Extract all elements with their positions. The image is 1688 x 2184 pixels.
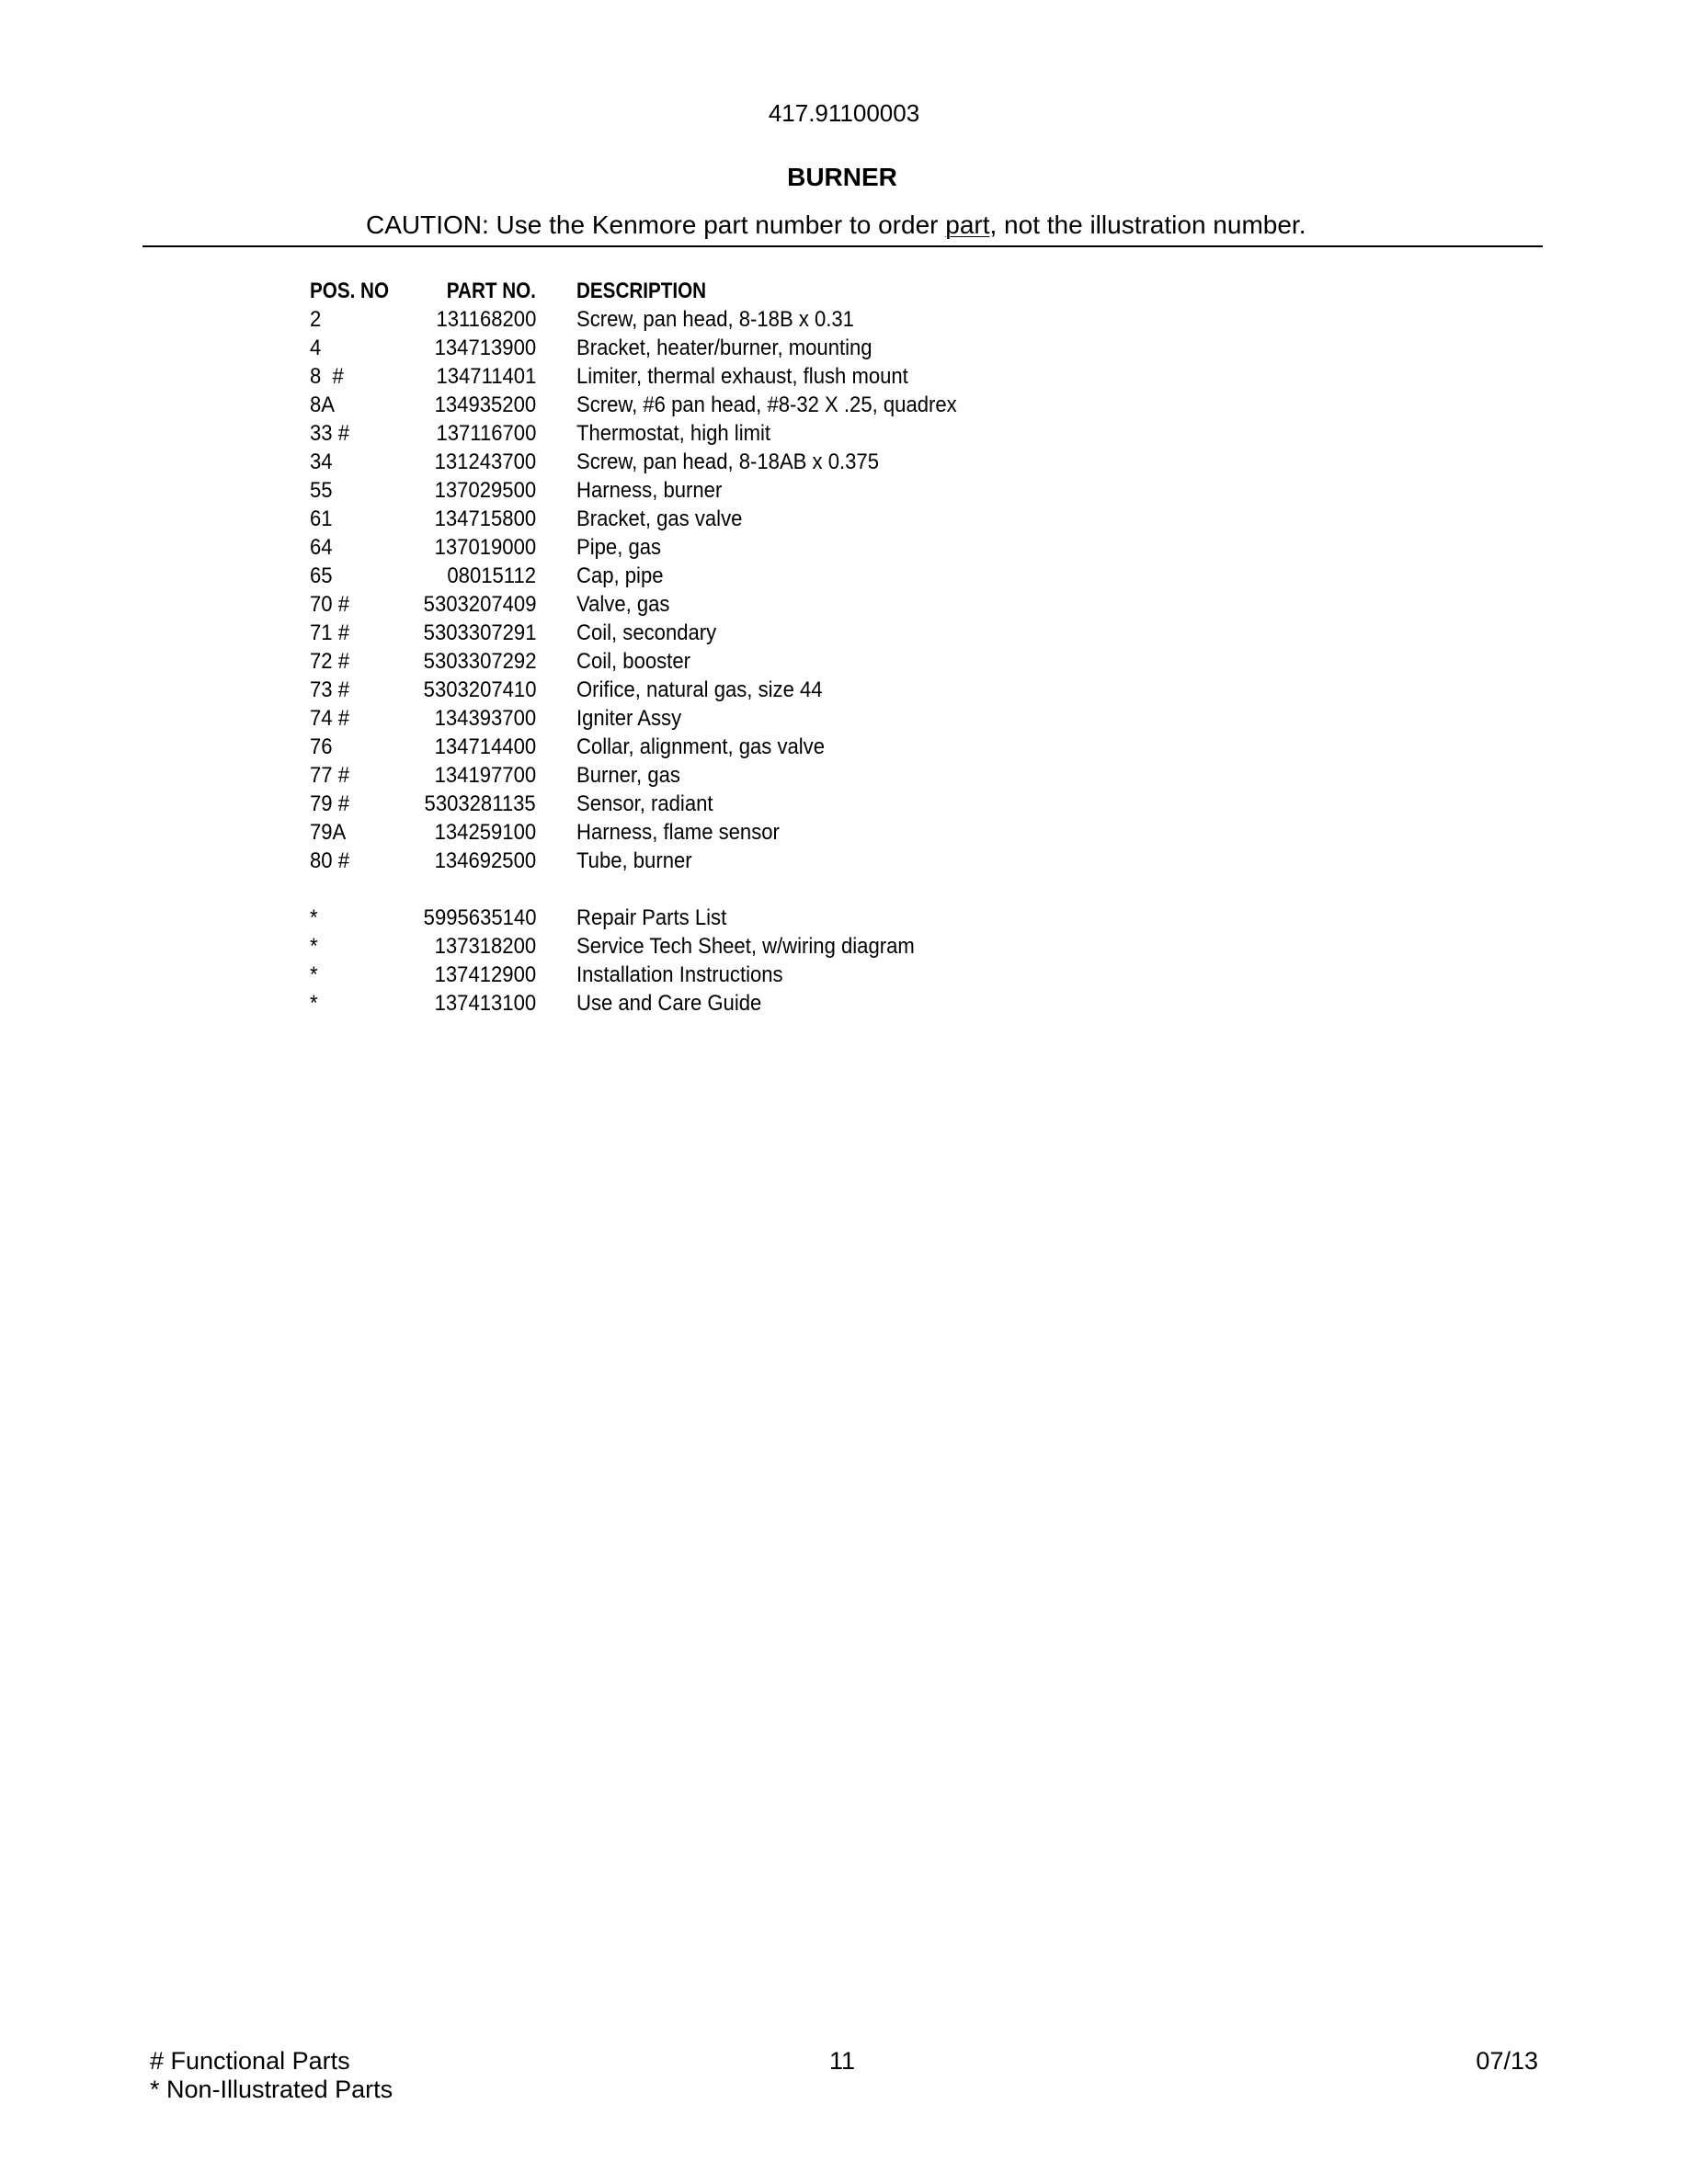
pos-no: 33 # [310, 421, 349, 446]
pos-no: * [310, 934, 318, 959]
table-row-non-illustrated [0, 989, 1688, 1018]
part-no: 137318200 [434, 934, 536, 959]
part-no: 5995635140 [423, 905, 536, 930]
part-no: 5303207410 [423, 677, 536, 702]
pos-no: 79 # [310, 791, 349, 816]
pos-no: * [310, 962, 318, 987]
model-number: 417.91100003 [768, 99, 920, 127]
pos-no: 74 # [310, 706, 349, 731]
part-no: 137029500 [434, 478, 536, 503]
header-divider [143, 245, 1543, 247]
part-no: 134715800 [434, 506, 536, 531]
pos-no: 80 # [310, 848, 349, 873]
description: Repair Parts List [576, 905, 727, 930]
pos-no: 70 # [310, 592, 349, 617]
table-row [0, 334, 1688, 362]
part-no: 134714400 [434, 734, 536, 759]
pos-no: 34 [310, 449, 333, 474]
section-title: BURNER [787, 163, 897, 191]
description: Sensor, radiant [576, 791, 713, 816]
legend-functional-parts: # Functional Parts [150, 2047, 350, 2075]
table-row [0, 505, 1688, 533]
caution-text-underlined: part [945, 210, 990, 239]
pos-no: 64 [310, 535, 333, 560]
part-no: 134711401 [436, 364, 536, 389]
part-no: 134692500 [434, 848, 536, 873]
part-no: 137412900 [434, 962, 536, 987]
part-no: 134935200 [434, 392, 536, 417]
description: Harness, burner [576, 478, 723, 503]
table-row [0, 391, 1688, 419]
table-row [0, 704, 1688, 733]
pos-no: * [310, 905, 318, 930]
pos-no: 8 # [310, 364, 344, 389]
description: Screw, #6 pan head, #8-32 X .25, quadrex [576, 392, 957, 417]
table-row [0, 533, 1688, 562]
part-no: 5303307291 [423, 620, 536, 645]
description: Screw, pan head, 8-18B x 0.31 [576, 307, 854, 332]
description: Thermostat, high limit [576, 421, 771, 446]
part-no: 137413100 [434, 991, 536, 1016]
description: Igniter Assy [576, 706, 682, 731]
part-no: 137116700 [436, 421, 536, 446]
table-row [0, 647, 1688, 676]
description: Valve, gas [576, 592, 670, 617]
description: Harness, flame sensor [576, 820, 780, 845]
description: Coil, booster [576, 649, 690, 674]
table-row [0, 619, 1688, 647]
column-header-pos-no: POS. NO [310, 279, 390, 303]
pos-no: 73 # [310, 677, 349, 702]
part-no: 134713900 [434, 336, 536, 360]
caution-text-suffix: , not the illustration number. [989, 210, 1306, 239]
table-row [0, 790, 1688, 818]
description: Collar, alignment, gas valve [576, 734, 826, 759]
column-header-description: DESCRIPTION [576, 279, 707, 303]
table-row [0, 847, 1688, 875]
description: Tube, burner [576, 848, 692, 873]
pos-no: 79A [310, 820, 347, 845]
part-no: 5303207409 [423, 592, 536, 617]
description: Limiter, thermal exhaust, flush mount [576, 364, 908, 389]
part-no: 08015112 [447, 563, 536, 588]
table-row [0, 761, 1688, 790]
description: Coil, secondary [576, 620, 717, 645]
pos-no: 76 [310, 734, 333, 759]
page-number: 11 [828, 2047, 856, 2075]
description: Bracket, heater/burner, mounting [576, 336, 873, 360]
table-row [0, 562, 1688, 590]
pos-no: 65 [310, 563, 333, 588]
pos-no: 55 [310, 478, 333, 503]
description: Installation Instructions [576, 962, 783, 987]
part-no: 5303281135 [424, 791, 536, 816]
table-row [0, 362, 1688, 391]
table-row [0, 448, 1688, 476]
caution-text-prefix: CAUTION: Use the Kenmore part number to order [366, 210, 946, 239]
description: Use and Care Guide [576, 991, 762, 1016]
description: Pipe, gas [576, 535, 662, 560]
table-row [0, 590, 1688, 619]
pos-no: * [310, 991, 318, 1016]
part-no: 137019000 [434, 535, 536, 560]
part-no: 134393700 [434, 706, 536, 731]
table-header-row [0, 277, 1688, 305]
pos-no: 4 [310, 336, 322, 360]
pos-no: 77 # [310, 763, 349, 788]
description: Bracket, gas valve [576, 506, 743, 531]
table-row [0, 419, 1688, 448]
table-row-non-illustrated [0, 904, 1688, 932]
description: Cap, pipe [576, 563, 664, 588]
part-no: 134259100 [434, 820, 536, 845]
table-row-non-illustrated [0, 961, 1688, 989]
pos-no: 8A [310, 392, 336, 417]
description: Orifice, natural gas, size 44 [576, 677, 823, 702]
caution-notice [366, 210, 1306, 241]
description: Screw, pan head, 8-18AB x 0.375 [576, 449, 879, 474]
legend-non-illustrated-parts: * Non-Illustrated Parts [150, 2076, 393, 2103]
pos-no: 71 # [310, 620, 349, 645]
table-row [0, 818, 1688, 847]
part-no: 134197700 [434, 763, 536, 788]
description: Burner, gas [576, 763, 680, 788]
part-no: 131243700 [434, 449, 536, 474]
revision-date: 07/13 [1476, 2047, 1538, 2075]
table-row [0, 733, 1688, 761]
part-no: 5303307292 [423, 649, 536, 674]
table-row [0, 676, 1688, 704]
pos-no: 72 # [310, 649, 349, 674]
column-header-part-no: PART NO. [446, 279, 536, 303]
table-row [0, 305, 1688, 334]
table-row-non-illustrated [0, 932, 1688, 961]
part-no: 131168200 [436, 307, 536, 332]
pos-no: 2 [310, 307, 322, 332]
pos-no: 61 [310, 506, 333, 531]
description: Service Tech Sheet, w/wiring diagram [576, 934, 915, 959]
table-row [0, 476, 1688, 505]
